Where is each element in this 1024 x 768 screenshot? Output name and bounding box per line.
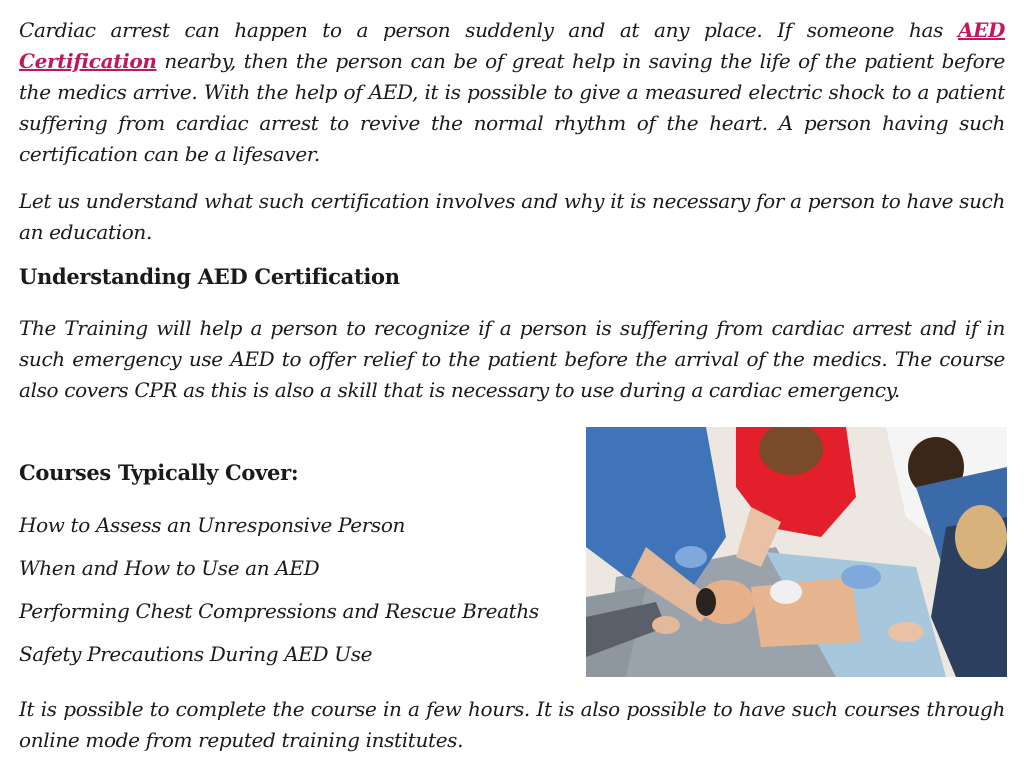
lead-paragraph: Let us understand what such certification involves and why it is necessary for a person to have such an education.	[19, 189, 1005, 244]
cpr-training-photo	[586, 427, 1007, 677]
intro-text-after: nearby, then the person can be of great help in saving the life of the patient before the medics arrive. With the help of AED, it is possible to give a measured electric shock to a patient suffering from cardiac arrest to revive the normal rhythm of the heart. A person having such certification can be a lifesaver.	[19, 49, 1005, 166]
aed-certification-link[interactable]: AED Certification	[19, 18, 1005, 73]
list-item: Safety Precautions During AED Use	[19, 642, 373, 666]
understanding-paragraph: The Training will help a person to recognize if a person is suffering from cardiac arrest and if in such emergency use AED to offer relief to the patient before the arrival of the medics. The course also covers CPR as this is also a skill that is necessary to use during a cardiac emergency.	[19, 316, 1005, 402]
list-item: Performing Chest Compressions and Rescue Breaths	[19, 599, 539, 623]
section-heading-understanding: Understanding AED Certification	[19, 264, 400, 289]
section-heading-courses: Courses Typically Cover:	[19, 460, 299, 485]
closing-paragraph: It is possible to complete the course in a few hours. It is also possible to have such courses through online mode from reputed training institutes.	[19, 697, 1005, 752]
intro-text-before: Cardiac arrest can happen to a person suddenly and at any place. If someone has	[19, 18, 958, 42]
intro-paragraph	[19, 15, 1005, 170]
courses-list	[19, 510, 579, 682]
cpr-training-illustration	[586, 427, 1007, 677]
list-item: When and How to Use an AED	[19, 556, 320, 580]
list-item: How to Assess an Unresponsive Person	[19, 513, 406, 537]
